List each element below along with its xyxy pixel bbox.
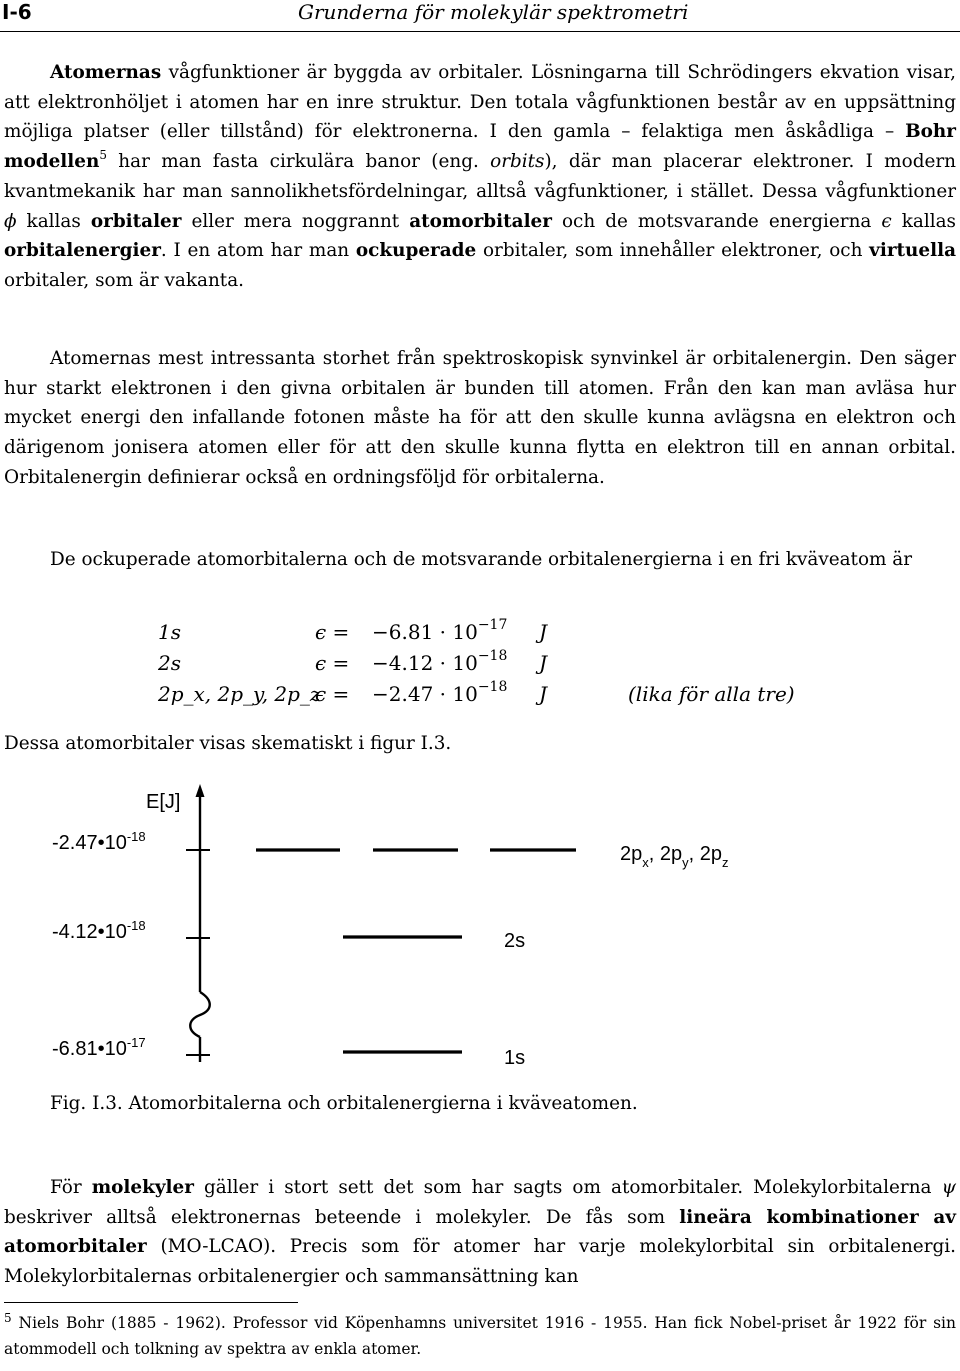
equation-2p [0,679,960,712]
symbol-phi: ϕ [4,210,17,232]
text: vågfunktioner är byggda av orbitaler. Lösningarna till Schrödingers ekvation visar, att elektronhöljet i atomen har en inre struktur. Den totala vågfunktionen består av en uppsättning möjliga platser (eller tillstånd) för elektronerna. I den gamla – felaktiga men åskådliga – [4,62,956,143]
equation-note: (lika för alla tre) [628,682,795,706]
energy-label-2p [52,829,146,854]
energy-level-diagram [0,780,960,1110]
term-orbitaler: orbitaler [90,210,182,232]
text: har man fasta cirkulära banor (eng. [106,151,491,173]
header-rule [0,31,960,32]
term-orbitalenergier: orbitalenergier [4,240,161,262]
value-mantissa: −2.47 · 10 [372,682,478,706]
equation-unit: J [539,620,548,644]
paragraph-figure-ref [4,729,956,759]
label-sub: z [722,855,729,870]
term-ockuperade: ockuperade [355,240,477,262]
axis-break [190,992,210,1037]
equation-2s [0,648,960,681]
footnote-text: Niels Bohr (1885 - 1962). Professor vid Köpenhamns universitet 1916 - 1955. Han fick Nobel-priset år 1922 för sin atommodell och tolkning av spektra av enkla atomer. [4,1314,956,1358]
footnote-mark: 5 [4,1311,12,1325]
label-mantissa: -6.81•10 [52,1038,127,1060]
equation-unit: J [539,651,548,675]
symbol-psi: ψ [941,1177,956,1198]
term-lcao: lineära kombinationer av atomorbitaler [4,1206,956,1258]
paragraph-nitrogen-intro [4,545,956,575]
equation-epsilon: ϵ = [315,620,350,644]
energy-diagram-svg [0,780,960,1090]
text: kallas [16,210,91,232]
equation-orbital: 1s [158,620,181,644]
text: orbitaler, som innehåller elektroner, och [476,240,870,262]
equation-epsilon: ϵ = [315,682,350,706]
text: kallas [891,210,956,232]
figure-caption: Fig. I.3. Atomorbitalerna och orbitalenergierna i kväveatomen. [50,1093,638,1114]
energy-label-1s [52,1035,146,1060]
orbital-label-2p: $2p_x$, $2p_y$, $2p_z$ [620,843,729,870]
text: orbitaler, som är vakanta. [4,269,245,291]
equation-epsilon: ϵ = [315,651,350,675]
page-number: I-6 [2,0,32,24]
orbital-label-2s: 2s [504,930,526,952]
axis-arrowhead [196,784,205,797]
text: ), där man placerar elektroner. I modern kvantmekanik har man sannolikhetsfördelningar, alltså vågfunktioner, i stället. Dessa vågfunktioner [4,151,956,202]
label-exponent: -18 [126,918,146,933]
term-bohr-modellen: Bohr modellen [4,121,956,173]
equation-unit: J [539,682,548,706]
value-exponent: −18 [477,648,508,664]
orbital-label-1s: 1s [504,1047,526,1069]
footnote [4,1310,956,1362]
term-molekyler: molekyler [91,1177,194,1198]
axis-label: E[J] [146,791,181,813]
text: För [50,1177,92,1198]
symbol-epsilon: ϵ [881,210,892,232]
running-title: Grunderna för molekylär spektrometri [298,0,689,24]
label-mantissa: -2.47•10 [52,832,127,854]
equation-orbital: 2p_x, 2p_y, 2p_z [158,682,321,706]
label-exponent: -17 [126,1035,146,1050]
footnote-ref[interactable]: 5 [99,148,107,163]
equation-orbital: 2s [158,651,181,675]
text: gäller i stort sett det som har sagts om atomorbitaler. Molekylorbitalerna [193,1177,942,1198]
value-exponent: −17 [477,617,508,633]
equation-1s [0,617,960,650]
text: Dessa atomorbitaler visas skematiskt i figur I.3. [4,733,452,754]
label-mantissa: -4.12•10 [52,921,127,943]
paragraph-atomic-orbitals [4,58,956,296]
text: Atomernas mest intressanta storhet från spektroskopisk synvinkel är orbitalenergin. Den säger hur starkt elektronen i den givna orbitalen är bunden till atomen. Från den kan man avläsa hur mycket energi den infallande fotonen måste ha för att den skulle kunna avlägsna en elektron och därigenom jonisera atomen eller för att den skulle kunna flytta en elektron till en annan orbital. Orbitalenergin definierar också en ordningsföljd för orbitalerna. [4,348,956,488]
text: (MO-LCAO). Precis som för atomer har varje molekylorbital sin orbitalenergi. Molekylorbitalernas orbitalenergier och sammansättning kan [4,1236,956,1288]
text: De ockuperade atomorbitalerna och de motsvarande orbitalenergierna i en fri kväveatom är [50,549,913,570]
text: eller mera noggrannt [181,210,410,232]
text: och de motsvarande energierna [551,210,882,232]
running-header [0,0,960,34]
footnote-rule [4,1302,298,1303]
text: beskriver alltså elektronernas beteende i molekyler. De fås som [4,1206,680,1228]
label-orbital: 2p [699,843,722,865]
term-orbits: orbits [490,151,545,173]
label-orbital: 2p [659,843,683,865]
equation-value [372,648,508,675]
term-atomorbitaler: atomorbitaler [409,210,552,232]
label-sub: y [682,855,689,870]
term-atomernas: Atomernas [50,62,162,83]
paragraph-orbital-energy [4,344,956,493]
label-exponent: -18 [126,829,146,844]
label-orbital: 2p [620,843,643,865]
value-mantissa: −4.12 · 10 [372,651,478,675]
value-exponent: −18 [477,679,508,695]
paragraph-molecules [4,1173,956,1292]
orbital-energy-equations [0,617,960,720]
energy-label-2s [52,918,146,943]
text: . I en atom har man [160,240,356,262]
term-virtuella: virtuella [869,240,956,262]
equation-value [372,617,508,644]
equation-value [372,679,508,706]
value-mantissa: −6.81 · 10 [372,620,478,644]
label-sub: x [642,855,649,870]
